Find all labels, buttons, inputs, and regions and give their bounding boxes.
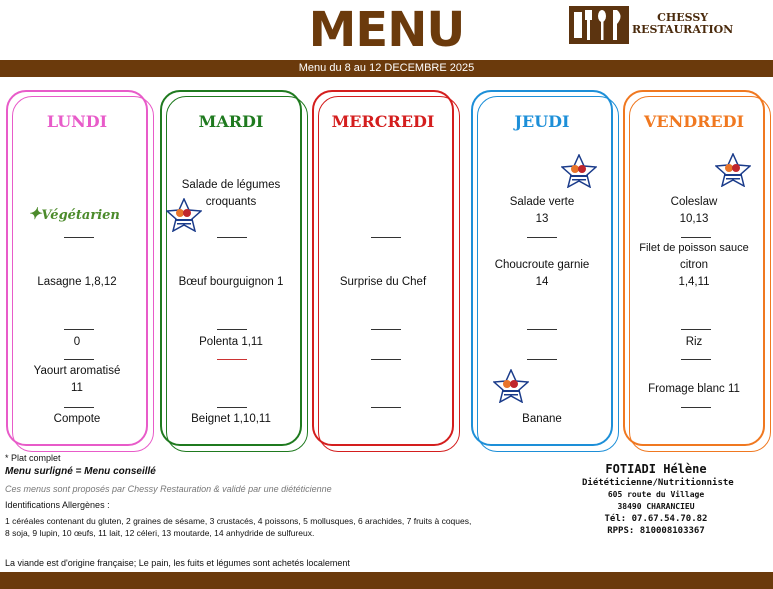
separator	[371, 329, 401, 330]
origine-note: La viande est d'origine française; Le pain, les fuits et légumes sont achetés localement	[5, 558, 350, 568]
fruits-legumes-de-france-icon	[561, 154, 597, 188]
allergenes-title: Identifications Allergènes :	[5, 500, 110, 510]
garniture-vendredi: Riz	[685, 336, 703, 348]
footnote-proposition: Ces menus sont proposés par Chessy Restauration & validé par une diététicienne	[5, 484, 332, 494]
separator	[527, 329, 557, 330]
chessy-logo	[568, 4, 748, 46]
plat-vendredi-line2: citron	[679, 259, 709, 271]
separator	[64, 407, 94, 408]
plat-jeudi-line1: Choucroute garnie	[494, 259, 590, 271]
footnote-menu-conseille: Menu surligné = Menu conseillé	[5, 466, 156, 477]
separator	[371, 359, 401, 360]
separator	[371, 407, 401, 408]
separator	[527, 359, 557, 360]
separator	[681, 407, 711, 408]
separator	[217, 407, 247, 408]
dieteticienne-name: FOTIADI Hélène	[605, 462, 707, 476]
cutlery-icon	[568, 4, 630, 46]
separator	[371, 237, 401, 238]
logo-text	[632, 12, 733, 36]
logo-line2: RESTAURATION	[632, 23, 734, 36]
fruits-legumes-de-france-icon	[715, 153, 751, 187]
dieteticienne-address2: 38490 CHARANCIEU	[617, 502, 695, 511]
garniture-mardi: Polenta 1,11	[199, 336, 263, 348]
separator	[64, 359, 94, 360]
day-name-jeudi: JEUDI	[514, 112, 570, 131]
separator	[217, 237, 247, 238]
day-name-lundi: LUNDI	[46, 112, 108, 131]
laitage-vendredi: Fromage blanc 11	[648, 383, 740, 395]
entree-jeudi-line1: Salade verte	[509, 196, 575, 208]
plat-lundi: Lasagne 1,8,12	[37, 276, 117, 288]
allergenes-line2: 8 soja, 9 lupin, 10 œufs, 11 lait, 12 céleri, 13 moutarde, 14 anhydride de sulfureux.	[5, 528, 315, 538]
plat-jeudi-line2: 14	[535, 276, 549, 288]
day-card-jeudi	[471, 90, 613, 446]
dessert-jeudi: Banane	[522, 413, 562, 425]
dieteticienne-title: Diététicienne/Nutritionniste	[582, 478, 734, 488]
page-title: MENU	[308, 2, 465, 58]
dieteticienne-address1: 605 route du Village	[607, 490, 705, 499]
entree-jeudi-line2: 13	[535, 213, 549, 225]
dieteticienne-stamp	[582, 462, 734, 537]
vegetarien-badge: ✦Végétarien	[28, 204, 120, 223]
plat-vendredi-line1: Filet de poisson sauce	[639, 242, 749, 254]
entree-vendredi-line2: 10,13	[679, 213, 709, 225]
separator	[64, 329, 94, 330]
garniture-lundi: 0	[73, 336, 81, 348]
footnote-plat-complet: * Plat complet	[5, 453, 61, 463]
fruits-legumes-de-france-icon	[166, 198, 202, 232]
plat-mardi: Bœuf bourguignon 1	[178, 276, 284, 288]
logo-line1: CHESSY	[657, 11, 709, 24]
laitage-lundi-line1: Yaourt aromatisé	[33, 365, 121, 377]
separator	[681, 359, 711, 360]
entree-mardi-line1: Salade de légumes	[181, 179, 281, 191]
day-card-lundi	[6, 90, 148, 446]
dieteticienne-rpps: RPPS: 810008103367	[607, 526, 705, 536]
separator	[681, 237, 711, 238]
entree-mardi-line2: croquants	[205, 196, 257, 208]
dessert-lundi: Compote	[53, 413, 101, 425]
date-banner: Menu du 8 au 12 DECEMBRE 2025	[0, 60, 773, 77]
laitage-lundi-line2: 11	[71, 382, 83, 394]
day-name-mercredi: MERCREDI	[331, 112, 435, 131]
day-card-mardi	[160, 90, 302, 446]
dieteticienne-tel: Tél: 07.67.54.70.82	[604, 514, 708, 524]
plat-mercredi: Surprise du Chef	[339, 276, 427, 288]
bottom-bar	[0, 572, 773, 589]
separator	[64, 237, 94, 238]
allergenes-line1: 1 céréales contenant du gluten, 2 graines de sésame, 3 crustacés, 4 poissons, 5 mollusques, 6 arachides, 7 fruits à coques,	[5, 516, 472, 526]
fruits-legumes-de-france-icon	[493, 369, 529, 403]
dessert-mardi: Beignet 1,10,11	[191, 413, 271, 425]
entree-vendredi-line1: Coleslaw	[670, 196, 718, 208]
separator	[681, 329, 711, 330]
separator	[217, 329, 247, 330]
day-name-vendredi: VENDREDI	[644, 112, 744, 131]
separator	[217, 359, 247, 360]
plat-vendredi-line3: 1,4,11	[678, 276, 710, 288]
day-name-mardi: MARDI	[198, 112, 264, 131]
day-card-vendredi	[623, 90, 765, 446]
day-card-mercredi	[312, 90, 454, 446]
separator	[527, 237, 557, 238]
